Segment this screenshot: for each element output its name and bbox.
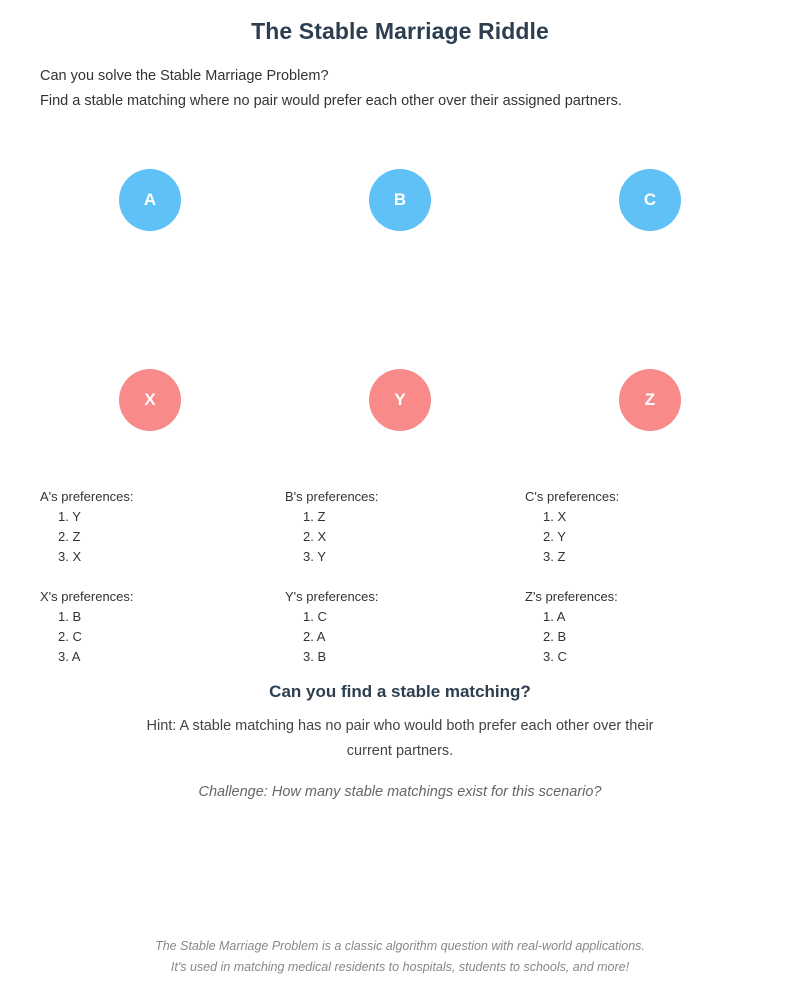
preferences-heading: Y's preferences: xyxy=(285,589,379,604)
node-man-c[interactable] xyxy=(619,169,681,231)
preference-item: 1. Y xyxy=(58,509,81,524)
node-woman-z[interactable] xyxy=(619,369,681,431)
preferences-z xyxy=(525,587,618,667)
preference-item: 2. A xyxy=(303,629,326,644)
intro-line-2: Find a stable matching where no pair would prefer each other over their assigned partners. xyxy=(40,93,622,109)
question-heading: Can you find a stable matching? xyxy=(269,682,531,701)
preference-item: 3. A xyxy=(58,649,81,664)
preference-item: 3. X xyxy=(58,549,82,564)
preference-item: 2. Z xyxy=(58,529,81,544)
preference-item: 1. C xyxy=(303,609,327,624)
preference-item: 3. C xyxy=(543,649,567,664)
preferences-heading: Z's preferences: xyxy=(525,589,618,604)
preference-item: 2. Y xyxy=(543,529,566,544)
preference-item: 3. Y xyxy=(303,549,326,564)
intro-text xyxy=(40,64,760,114)
preference-item: 1. A xyxy=(543,609,566,624)
preference-item: 3. B xyxy=(303,649,327,664)
preference-item: 1. B xyxy=(58,609,82,624)
preferences-heading: C's preferences: xyxy=(525,489,620,504)
preference-item: 3. Z xyxy=(543,549,566,564)
node-label: C xyxy=(643,190,657,209)
node-label: Z xyxy=(644,390,656,409)
node-woman-y[interactable] xyxy=(369,369,431,431)
node-label: X xyxy=(144,390,156,409)
footer-note xyxy=(0,936,800,978)
hint-text: Hint: A stable matching has no pair who would both prefer each other over their current partners. xyxy=(146,718,654,759)
preference-item: 1. Z xyxy=(303,509,326,524)
challenge-text: Challenge: How many stable matchings exist for this scenario? xyxy=(198,784,602,800)
preference-item: 1. X xyxy=(543,509,567,524)
preferences-a xyxy=(40,487,134,567)
footer-line-2: It's used in matching medical residents to hospitals, students to schools, and more! xyxy=(170,960,630,974)
page-title: The Stable Marriage Riddle xyxy=(251,18,549,44)
preferences-x xyxy=(40,587,134,667)
preferences-heading: B's preferences: xyxy=(285,489,379,504)
preference-item: 2. X xyxy=(303,529,327,544)
node-man-b[interactable] xyxy=(369,169,431,231)
node-man-a[interactable] xyxy=(119,169,181,231)
node-label: Y xyxy=(394,390,406,409)
preference-item: 2. B xyxy=(543,629,567,644)
preferences-c xyxy=(525,487,619,567)
node-label: B xyxy=(393,190,407,209)
preferences-heading: X's preferences: xyxy=(40,589,134,604)
preferences-b xyxy=(285,487,379,567)
footer-line-1: The Stable Marriage Problem is a classic algorithm question with real-world applications. xyxy=(155,939,645,953)
node-woman-x[interactable] xyxy=(119,369,181,431)
preference-item: 2. C xyxy=(58,629,82,644)
preferences-heading: A's preferences: xyxy=(40,489,134,504)
node-label: A xyxy=(143,190,157,209)
intro-line-1: Can you solve the Stable Marriage Problem? xyxy=(40,68,329,84)
preferences-y xyxy=(285,587,379,667)
